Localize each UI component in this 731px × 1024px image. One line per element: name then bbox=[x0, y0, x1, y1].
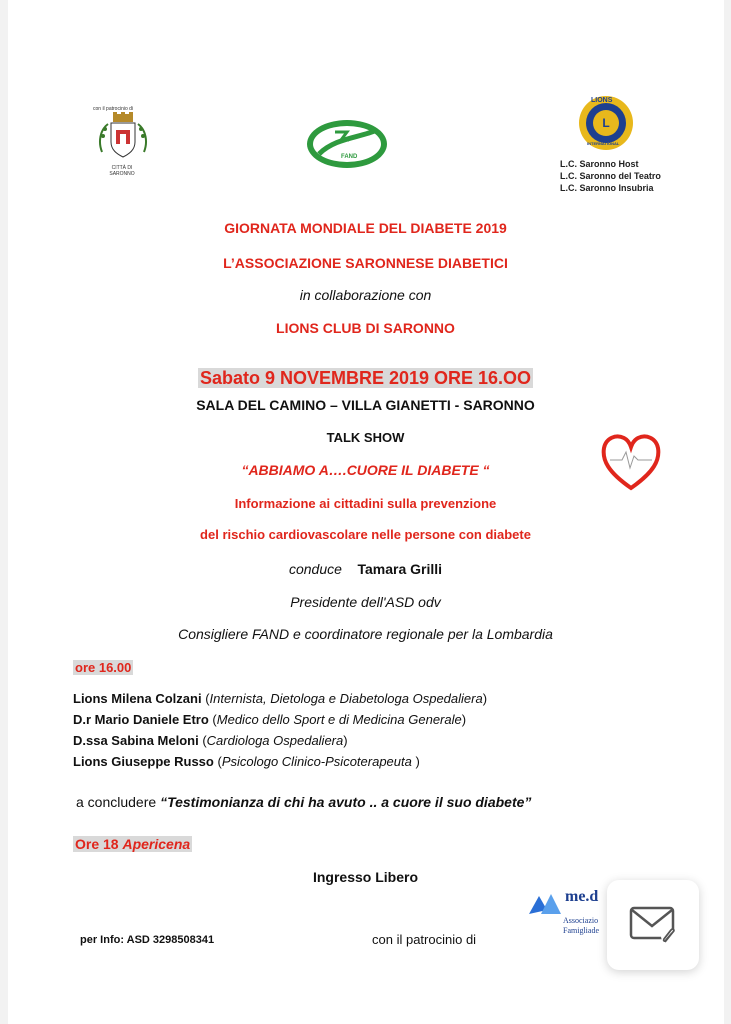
speaker-item: Lions Giuseppe Russo (Psicologo Clinico-Psicoterapeuta ) bbox=[73, 754, 420, 769]
patronage-small-label: con il patrocinio di bbox=[93, 106, 134, 112]
event-date: Sabato 9 NOVEMBRE 2019 ORE 16.OO bbox=[199, 368, 532, 388]
mail-attachment-button[interactable] bbox=[607, 880, 699, 970]
collaboration-label: in collaborazione con bbox=[299, 287, 432, 303]
partner-name: LIONS CLUB DI SARONNO bbox=[276, 320, 455, 336]
aperitif-label: Apericena bbox=[122, 836, 191, 852]
closing-text: “Testimonianza di chi ha avuto .. a cuore il suo diabete” bbox=[160, 794, 532, 810]
event-date-row bbox=[0, 368, 731, 389]
aperitif-highlight bbox=[73, 836, 192, 852]
description-line-2: del rischio cardiovascolare nelle persone con diabete bbox=[200, 527, 531, 542]
aperitif-time: Ore 18 bbox=[75, 836, 123, 852]
lions-logo bbox=[575, 95, 637, 151]
medi-logo bbox=[527, 890, 612, 950]
lions-club-2: L.C. Saronno del Teatro bbox=[560, 171, 661, 181]
medi-line-1: Associazio bbox=[563, 916, 599, 925]
speaker-item: D.ssa Sabina Meloni (Cardiologa Ospedaliera) bbox=[73, 733, 348, 748]
description-line-1: Informazione ai cittadini sulla prevenzione bbox=[234, 496, 497, 511]
fand-logo-text: FAND bbox=[341, 154, 358, 160]
lions-badge-top: LIONS bbox=[591, 97, 613, 104]
host-role-1: Presidente dell'ASD odv bbox=[290, 594, 441, 610]
closing-row bbox=[76, 794, 531, 810]
association-name: L’ASSOCIAZIONE SARONNESE DIABETICI bbox=[223, 255, 508, 271]
host-name: Tamara Grilli bbox=[357, 561, 443, 577]
medi-logo-text: me.d bbox=[565, 888, 599, 905]
fand-logo bbox=[305, 118, 389, 170]
info-phone: per Info: ASD 3298508341 bbox=[80, 934, 215, 946]
program-time: ore 16.00 bbox=[75, 660, 132, 675]
footer-patronage: con il patrocinio di bbox=[372, 932, 477, 947]
closing-prefix: a concludere bbox=[76, 794, 161, 810]
aperitif-row bbox=[73, 836, 192, 852]
event-format: TALK SHOW bbox=[326, 430, 405, 445]
event-title: GIORNATA MONDIALE DEL DIABETE 2019 bbox=[224, 220, 507, 236]
entry-label: Ingresso Libero bbox=[312, 869, 419, 885]
host-row bbox=[0, 561, 731, 577]
program-time-row bbox=[73, 660, 133, 675]
lions-club-3: L.C. Saronno Insubria bbox=[560, 183, 654, 191]
show-title: “ABBIAMO A….CUORE IL DIABETE “ bbox=[241, 462, 490, 478]
saronno-crest-logo bbox=[96, 112, 150, 177]
speaker-item: D.r Mario Daniele Etro (Medico dello Sport e di Medicina Generale) bbox=[73, 712, 467, 727]
speaker-list bbox=[73, 688, 633, 772]
mail-attachment-icon bbox=[629, 906, 679, 946]
svg-text:L: L bbox=[602, 116, 610, 130]
conduce-label: conduce bbox=[288, 561, 342, 577]
crest-caption-1: CITTÀ DI bbox=[111, 165, 133, 171]
speaker-item: Lions Milena Colzani (Internista, Dietologa e Diabetologa Ospedaliera) bbox=[73, 691, 488, 706]
lions-club-1: L.C. Saronno Host bbox=[560, 159, 639, 169]
medi-line-2: Famigliade bbox=[563, 926, 599, 935]
host-role-2: Consigliere FAND e coordinatore regionale per la Lombardia bbox=[178, 626, 553, 642]
lions-club-list bbox=[560, 158, 690, 191]
event-venue: SALA DEL CAMINO – VILLA GIANETTI - SARONNO bbox=[196, 397, 535, 413]
crest-caption-2: SARONNO bbox=[109, 171, 135, 177]
lions-badge-bottom: INTERNATIONAL bbox=[587, 141, 620, 146]
